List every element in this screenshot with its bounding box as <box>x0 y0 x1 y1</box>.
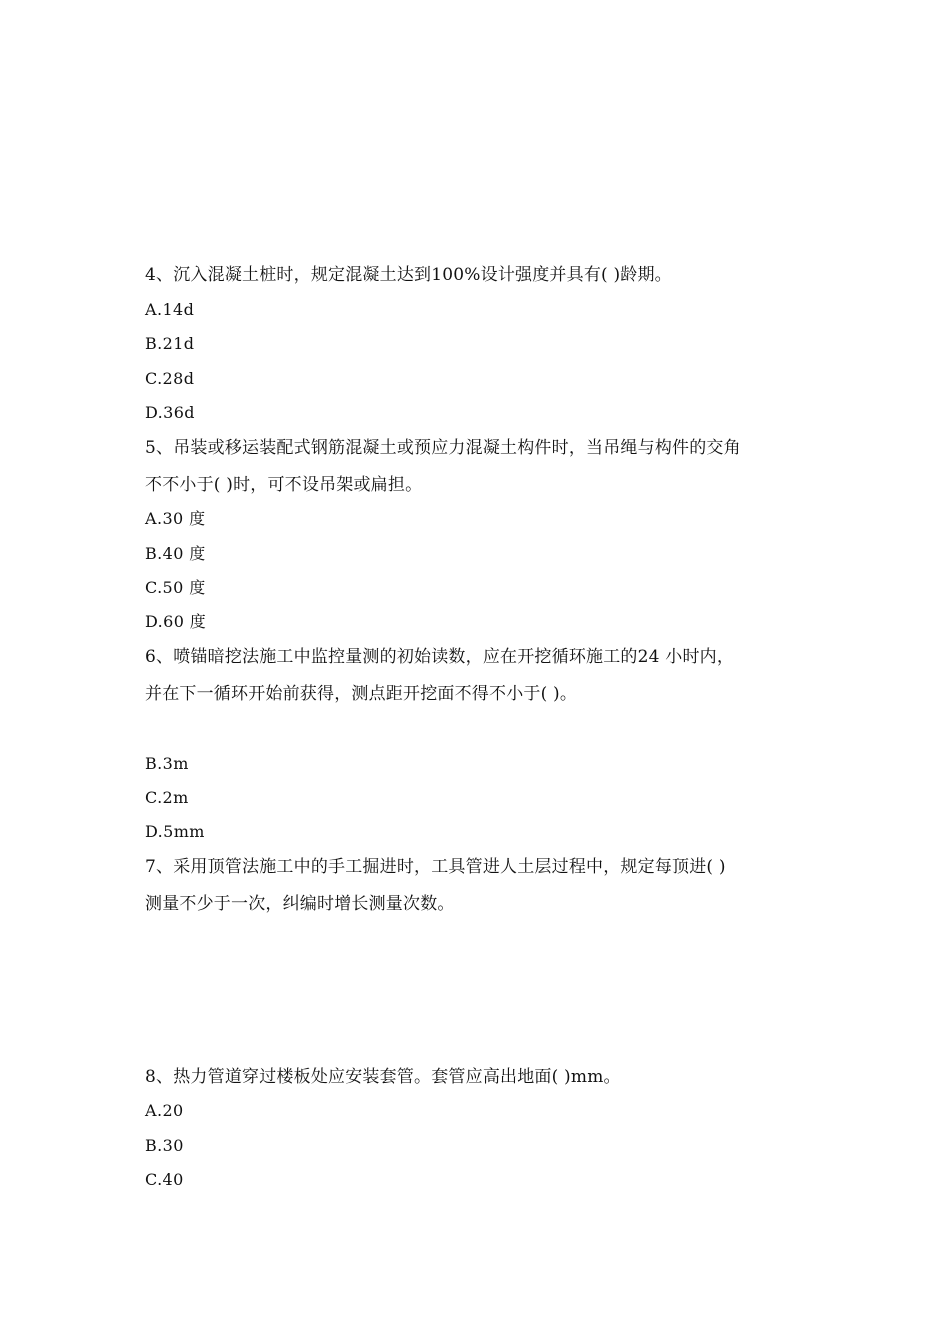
question-6-text-line-1: 6、喷锚暗挖法施工中监控量测的初始读数，应在开挖循环施工的24 小时内， <box>145 647 735 667</box>
question-8-text: 8、热力管道穿过楼板处应安装套管。套管应高出地面( )mm。 <box>145 1067 621 1087</box>
question-5-option-d: D.60 度 <box>145 612 207 631</box>
question-8-option-b: B.30 <box>145 1136 184 1155</box>
question-4-option-d: D.36d <box>145 403 195 422</box>
question-7-text-line-2: 测量不少于一次，纠编时增长测量次数。 <box>145 894 455 914</box>
question-6-text-line-2: 并在下一循环开始前获得，测点距开挖面不得不小于( )。 <box>145 684 578 704</box>
question-4-option-b: B.21d <box>145 334 195 353</box>
question-4-option-a: A.14d <box>145 300 195 319</box>
question-6-option-b: B.3m <box>145 754 189 773</box>
question-5-option-a: A.30 度 <box>145 509 206 528</box>
question-8-option-c: C.40 <box>145 1170 184 1189</box>
question-5-text-line-2: 不不小于( )时，可不设吊架或扁担。 <box>145 475 423 495</box>
question-6-option-d: D.5mm <box>145 822 205 841</box>
question-5-option-b: B.40 度 <box>145 544 206 563</box>
question-4-option-c: C.28d <box>145 369 195 388</box>
question-7-text-line-1: 7、采用顶管法施工中的手工掘进时，工具管进人土层过程中，规定每顶进( ) <box>145 857 726 877</box>
question-4-text: 4、沉入混凝土桩时，规定混凝土达到100%设计强度并具有( )龄期。 <box>145 265 672 285</box>
question-5-text-line-1: 5、吊装或移运装配式钢筋混凝土或预应力混凝土构件时，当吊绳与构件的交角 <box>145 438 741 458</box>
question-8-option-a: A.20 <box>145 1101 184 1120</box>
question-5-option-c: C.50 度 <box>145 578 206 597</box>
question-6-option-c: C.2m <box>145 788 189 807</box>
